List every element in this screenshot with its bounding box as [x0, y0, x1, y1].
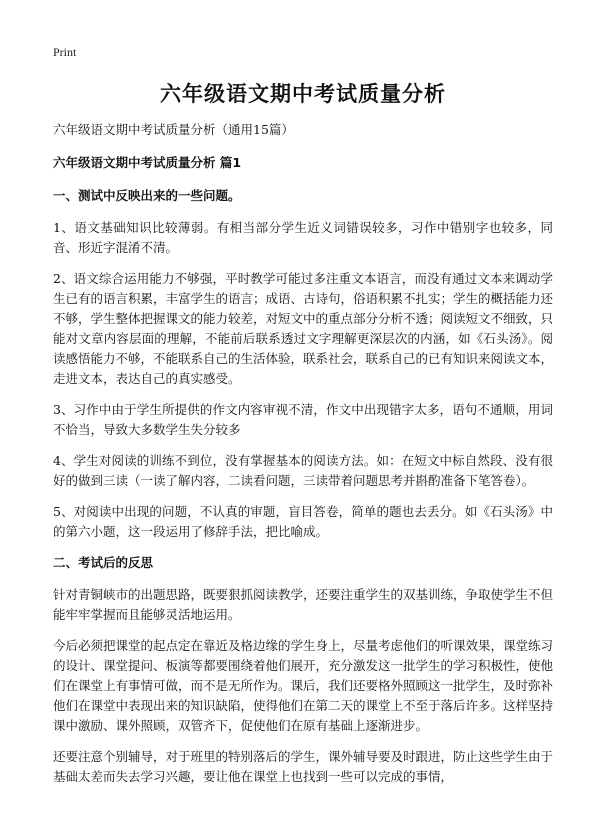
page-title: 六年级语文期中考试质量分析 — [160, 82, 446, 106]
part2-paragraph-3: 还要注意个别辅导，对于班里的特别落后的学生，课外辅导要及时跟进，防止这些学生由于基础太差而失去学习兴趣，要让他在课堂上也找到一些可以完成的事情， — [53, 749, 554, 784]
part1-item-5: 5、对阅读中出现的问题，不认真的审题，盲目答卷，简单的题也去丢分。如《石头汤》中的第六小题，这一段运用了修辞手法，把比喻成。 — [53, 504, 553, 539]
part1-item-2: 2、语文综合运用能力不够强，平时教学可能过多注重文本语言，而没有通过文本来调动学生已有的语言积累，丰富学生的语言；成语、古诗句，俗语积累不扎实；学生的概括能力还不够，学生整体把握课文的能力较差，对短文中的重点部分分析不透；阅读短文不细致，只能对文章内容层面的理解，不能前后联系透过文字理解更深层次的内涵，如《石头汤》。阅读感悟能力不够，不能联系自己的生活体验，联系社会，联系自己的已有知识来阅读文本，走进文本，表达自己的真实感受。 — [53, 271, 554, 386]
part2-paragraph-1: 针对青铜峡市的出题思路，既要狠抓阅读教学，还要注重学生的双基训练，争取使学生不但能牢牢掌握而且能够灵活地运用。 — [53, 587, 554, 622]
part1-heading: 一、测试中反映出来的一些问题。 — [53, 188, 241, 203]
section-heading: 六年级语文期中考试质量分析 篇1 — [53, 155, 242, 170]
part2-heading: 二、考试后的反思 — [53, 555, 154, 570]
document-subtitle: 六年级语文期中考试质量分析（通用15篇） — [53, 122, 294, 137]
part1-item-4: 4、学生对阅读的训练不到位，没有掌握基本的阅读方法。如：在短文中标自然段、没有很好的做到三读（一读了解内容，二读看问题，三读带着问题思考并斟酌准备下笔答卷）。 — [53, 453, 553, 488]
part1-item-3: 3、习作中由于学生所提供的作文内容审视不清，作文中出现错字太多，语句不通顺，用词不恰当，导致大多数学生失分较多 — [53, 402, 553, 437]
print-label: Print — [53, 45, 77, 59]
part2-paragraph-2: 今后必须把课堂的起点定在靠近及格边缘的学生身上，尽量考虑他们的听课效果，课堂练习的设计、课堂提问、板演等都要围绕着他们展开，充分激发这一批学生的学习积极性，使他们在课堂上有事情可做，而不是无所作为。课后，我们还要格外照顾这一批学生，及时弥补他们在课堂中表现出来的知识缺陷，使得他们在第二天的课堂上不至于落后许多。这样坚持课中激励、课外照顾，双管齐下，促使他们在原有基础上逐渐进步。 — [53, 638, 554, 733]
part1-item-1: 1、语文基础知识比较薄弱。有相当部分学生近义词错误较多，习作中错别字也较多，同音、形近字混淆不清。 — [53, 220, 553, 255]
document-body — [53, 120, 553, 798]
